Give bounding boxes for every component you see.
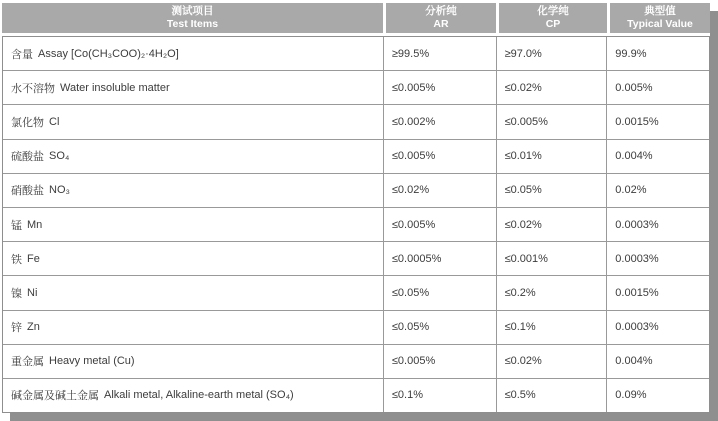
test-item-cn: 碱金属及碱土金属 — [11, 390, 99, 403]
cell-ar-value: ≤0.0005% — [383, 242, 496, 275]
table-row — [3, 241, 709, 275]
cell-test-item — [3, 140, 383, 173]
test-item-cn: 硫酸盐 — [11, 151, 44, 164]
cell-typical-value: 0.02% — [606, 174, 709, 207]
cell-test-item — [3, 208, 383, 241]
cell-cp-value: ≤0.05% — [496, 174, 607, 207]
cell-ar-value: ≤0.1% — [383, 379, 496, 412]
column-header-cp — [496, 3, 607, 33]
test-item-cn: 铁 — [11, 253, 22, 266]
cell-cp-value: ≤0.1% — [496, 311, 607, 344]
cell-typical-value: 0.004% — [606, 140, 709, 173]
test-item-cn: 锰 — [11, 219, 22, 232]
cell-cp-value: ≥97.0% — [496, 37, 607, 70]
column-header-test-items — [2, 3, 383, 33]
cell-cp-value: ≤0.02% — [496, 208, 607, 241]
cell-test-item — [3, 105, 383, 138]
cell-cp-value: ≤0.005% — [496, 105, 607, 138]
column-header-cn: 化学纯 — [537, 5, 569, 17]
cell-ar-value: ≤0.02% — [383, 174, 496, 207]
cell-test-item — [3, 379, 383, 412]
table-body — [2, 36, 710, 413]
test-item-en: Fe — [27, 252, 40, 265]
column-header-en: Typical Value — [627, 18, 693, 30]
test-item-cn: 锌 — [11, 322, 22, 335]
column-header-en: AR — [433, 18, 449, 30]
test-item-cn: 氯化物 — [11, 116, 44, 129]
cell-test-item — [3, 37, 383, 70]
spec-table — [2, 3, 710, 413]
column-header-cn: 测试项目 — [171, 5, 214, 17]
table-row — [3, 275, 709, 309]
test-item-en: Heavy metal (Cu) — [49, 355, 135, 368]
column-header-ar — [383, 3, 496, 33]
cell-test-item — [3, 345, 383, 378]
cell-ar-value: ≤0.005% — [383, 140, 496, 173]
test-item-cn: 含量 — [11, 48, 33, 61]
cell-typical-value: 0.004% — [606, 345, 709, 378]
test-item-en: Cl — [49, 115, 60, 128]
table-row — [3, 139, 709, 173]
column-header-en: CP — [545, 18, 561, 30]
test-item-cn: 硝酸盐 — [11, 185, 44, 198]
cell-typical-value: 0.0003% — [606, 208, 709, 241]
test-item-en: NO₃ — [49, 184, 70, 197]
test-item-en: Ni — [27, 286, 38, 299]
cell-ar-value: ≤0.05% — [383, 311, 496, 344]
cell-ar-value: ≤0.005% — [383, 208, 496, 241]
table-row — [3, 70, 709, 104]
table-row — [3, 310, 709, 344]
test-item-cn: 重金属 — [11, 356, 44, 369]
cell-cp-value: ≤0.5% — [496, 379, 607, 412]
table-row — [3, 344, 709, 378]
test-item-cn: 镍 — [11, 287, 22, 300]
cell-cp-value: ≤0.01% — [496, 140, 607, 173]
table-row — [3, 173, 709, 207]
cell-ar-value: ≥99.5% — [383, 37, 496, 70]
test-item-en: SO₄ — [49, 150, 70, 163]
cell-test-item — [3, 242, 383, 275]
cell-cp-value: ≤0.02% — [496, 71, 607, 104]
cell-ar-value: ≤0.002% — [383, 105, 496, 138]
cell-cp-value: ≤0.02% — [496, 345, 607, 378]
cell-typical-value: 0.0003% — [606, 311, 709, 344]
test-item-en: Mn — [27, 218, 43, 231]
test-item-en: Water insoluble matter — [60, 81, 170, 94]
table-row — [3, 104, 709, 138]
column-header-cn: 分析纯 — [425, 5, 457, 17]
column-header-en: Test Items — [166, 18, 219, 30]
cell-typical-value: 0.005% — [606, 71, 709, 104]
cell-cp-value: ≤0.2% — [496, 276, 607, 309]
cell-test-item — [3, 71, 383, 104]
table-row — [3, 207, 709, 241]
test-item-en: Assay [Co(CH₃COO)₂·4H₂O] — [38, 47, 179, 60]
table-row — [3, 378, 709, 412]
table-row — [3, 37, 709, 70]
test-item-cn: 水不溶物 — [11, 82, 55, 95]
cell-ar-value: ≤0.005% — [383, 71, 496, 104]
cell-test-item — [3, 174, 383, 207]
cell-ar-value: ≤0.05% — [383, 276, 496, 309]
column-header-cn: 典型值 — [644, 5, 676, 17]
cell-typical-value: 99.9% — [606, 37, 709, 70]
column-header-typical-value — [607, 3, 710, 33]
cell-typical-value: 0.09% — [606, 379, 709, 412]
cell-typical-value: 0.0003% — [606, 242, 709, 275]
cell-test-item — [3, 311, 383, 344]
test-item-en: Zn — [27, 321, 40, 334]
cell-cp-value: ≤0.001% — [496, 242, 607, 275]
cell-ar-value: ≤0.005% — [383, 345, 496, 378]
test-item-en: Alkali metal, Alkaline-earth metal (SO₄) — [104, 389, 294, 402]
cell-typical-value: 0.0015% — [606, 105, 709, 138]
table-header-row — [2, 3, 710, 33]
cell-typical-value: 0.0015% — [606, 276, 709, 309]
cell-test-item — [3, 276, 383, 309]
